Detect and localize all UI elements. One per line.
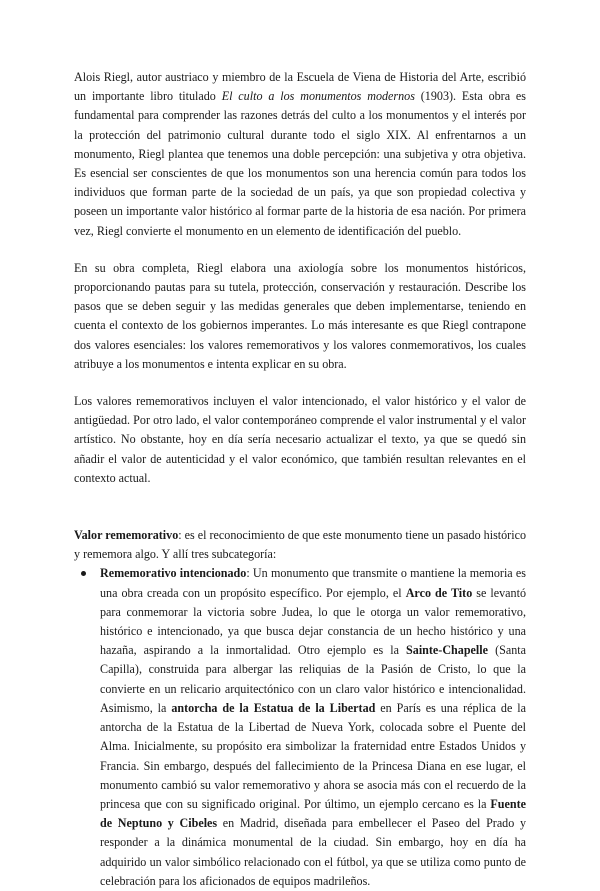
paragraph-riegl-intro (74, 68, 526, 241)
list-item-text: se levantó para conmemorar la victoria sobre Judea, lo que le otorga un valor rememorativo, histórico e intencionado, ya que busca dejar constancia de un hecho histórico y una hazaña, aspirando a la inmortalidad. Otro ejemplo es la (100, 585, 527, 658)
section-valor-rememorativo (74, 526, 526, 564)
list-item (100, 564, 526, 890)
paragraph-values: Los valores rememorativos incluyen el valor intencionado, el valor histórico y el valor de antigüedad. Por otro lado, el valor contemporáneo comprende el valor instrumental y el valor artístico. No obstante, hoy en día sería necesario actualizar el texto, ya que se quedó sin añadir el valor de autenticidad y el valor económico, que también resultan relevantes en el contexto actual. (74, 394, 526, 485)
paragraph-text: (1903). Esta obra es fundamental para comprender las razones detrás del culto a los monumentos y el interés por la protección del patrimonio cultural durante todo el siglo XIX. Al enfrentarnos a un monumento, Riegl plantea que tenemos una doble percepción: una subjetiva y otra objetiva. Es esencial ser conscientes de que los monumentos son una herencia común para todos los individuos que forman parte de la sociedad de un país, ya que son propiedad colectiva y poseen un importante valor histórico al formar parte de la historia de esa nación. Por primera vez, Riegl convierte el monumento en un elemento de identificación del pueblo. (74, 89, 526, 238)
subcategory-term: Rememorativo intencionado (100, 566, 247, 581)
list-item-text: (Santa Capilla), construida para albergar las reliquias de la Pasión de Cristo, lo que la convierte en un relicario arquitectónico con un claro valor histórico e intencionalidad. Asimismo, la (100, 643, 526, 715)
subcategory-list (74, 564, 526, 890)
highlight-arco-de-tito: Arco de Tito (405, 585, 473, 600)
bullet-icon (81, 571, 86, 576)
highlight-fuente: Fuente de Neptuno y Cibeles (100, 796, 526, 831)
paragraph-text: Alois Riegl, autor austriaco y miembro de la Escuela de Viena de Historia del Arte, escribió un importante libro titulado (74, 70, 526, 104)
book-title: El culto a los monumentos modernos (221, 89, 415, 104)
list-item-text: : Un monumento que transmite o mantiene la memoria es una obra creada con un propósito específico. Por ejemplo, el (100, 566, 526, 600)
list-item-text: en París es una réplica de la antorcha de la Estatua de la Libertad de Nueva York, colocada sobre el Puente del Alma. Inicialmente, su propósito era simbolizar la fraternidad entre Estados Unidos y Francia. Sin embargo, después del fallecimiento de la Princesa Diana en ese lugar, el monumento cambió su valor rememorativo y ahora se asocia más con el recuerdo de la princesa que con su significado original. Por último, un ejemplo cercano es la (100, 700, 526, 811)
section-heading: Valor rememorativo (74, 528, 179, 543)
paragraph-axiology: En su obra completa, Riegl elabora una axiología sobre los monumentos históricos, proporcionando pautas para su tutela, protección, conservación y restauración. Describe los pasos que se deben seguir y las medidas generales que deben implementarse, teniendo en cuenta el contexto de los gobiernos imperantes. Lo más interesante es que Riegl contrapone dos valores esenciales: los valores rememorativos y los valores conmemorativos, los cuales atribuye a los monumentos e intenta explicar en su obra. (74, 260, 526, 371)
list-item-text: en Madrid, diseñada para embellecer el Paseo del Prado y responder a la dinámica monumental de la ciudad. Sin embargo, hoy en día ha adquirido un valor simbólico relacionado con el fútbol, ya que se utiliza como punto de celebración para los aficionados de equipos madrileños. (100, 816, 526, 888)
document-page (74, 68, 526, 891)
highlight-antorcha: antorcha de la Estatua de la Libertad (171, 700, 376, 715)
section-intro-text: : es el reconocimiento de que este monumento tiene un pasado histórico y rememora algo. Y allí tres subcategoría: (74, 528, 526, 562)
highlight-sainte-chapelle: Sainte-Chapelle (406, 643, 489, 658)
spacer (74, 506, 526, 526)
